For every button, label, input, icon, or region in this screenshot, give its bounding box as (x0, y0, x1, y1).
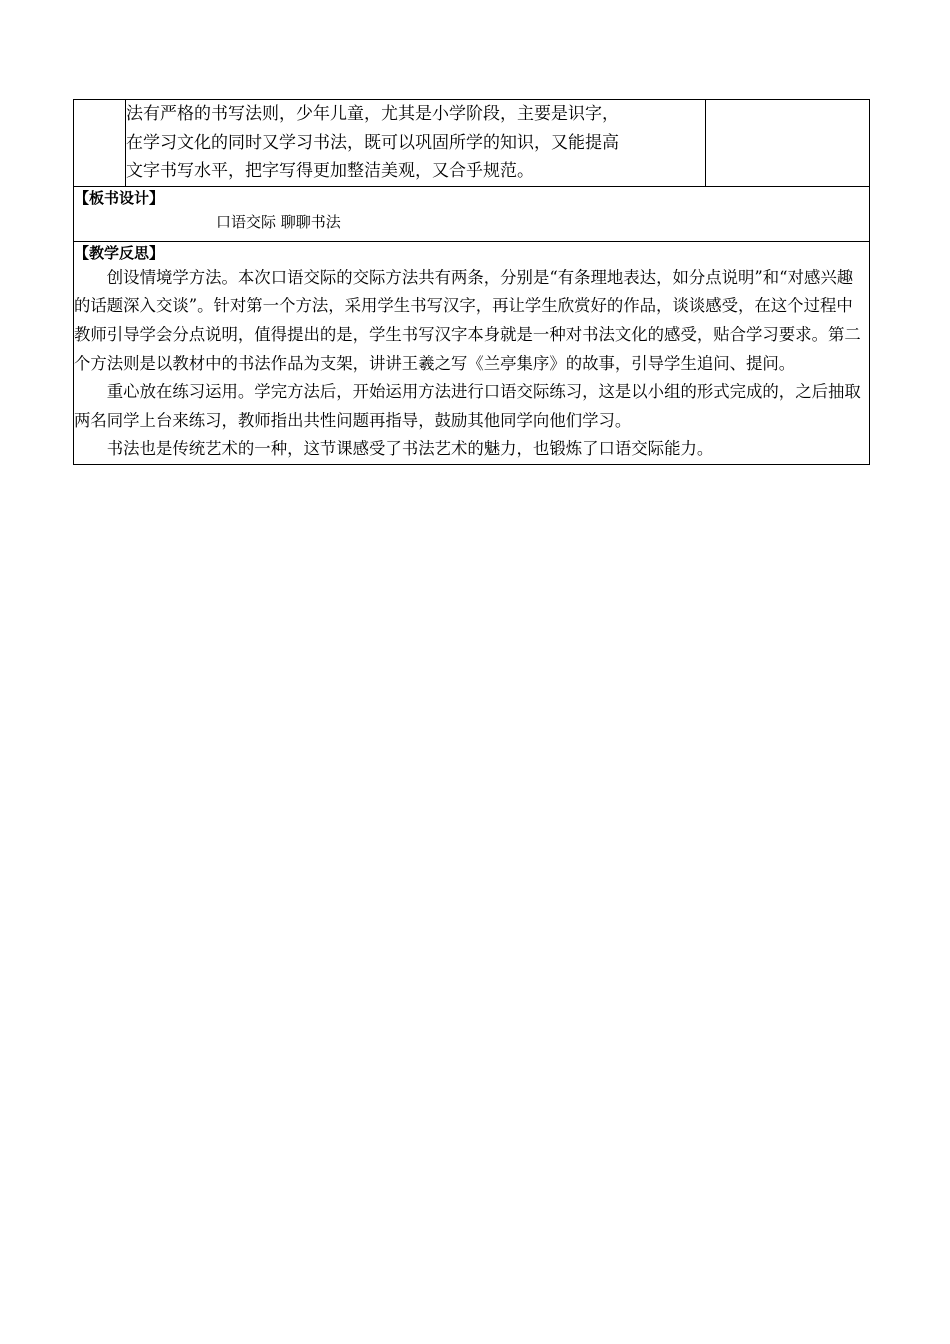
teaching-content-cell (126, 100, 706, 187)
reflection-paragraph: 创设情境学方法。本次口语交际的交际方法共有两条，分别是“有条理地表达，如分点说明”和“对感兴趣的话题深入交谈”。针对第一个方法，采用学生书写汉字，再让学生欣赏好的作品，谈谈感受，在这个过程中教师引导学会分点说明，值得提出的是，学生书写汉字本身就是一种对书法文化的感受，贴合学习要求。第二个方法则是以教材中的书法作品为支架，讲讲王羲之写《兰亭集序》的故事，引导学生追问、提问。 (74, 267, 861, 373)
design-intent-cell (706, 100, 870, 187)
reflection-cell (74, 241, 870, 464)
reflection-row (74, 241, 870, 464)
board-design-row (74, 186, 870, 241)
content-line: 法有严格的书写法则，少年儿童，尤其是小学阶段，主要是识字， (126, 104, 619, 124)
board-design-cell (74, 186, 870, 241)
board-design-content: 口语交际 聊聊书法 (216, 212, 341, 231)
lesson-plan-table (73, 99, 870, 465)
reflection-paragraph: 重心放在练习运用。学完方法后，开始运用方法进行口语交际练习，这是以小组的形式完成的，之后抽取两名同学上台来练习，教师指出共性问题再指导，鼓励其他同学向他们学习。 (74, 382, 861, 430)
step-label-cell (74, 100, 126, 187)
content-line: 在学习文化的同时又学习书法，既可以巩固所学的知识，又能提高 (126, 132, 619, 153)
board-design-heading: 【板书设计】 (74, 188, 165, 207)
reflection-heading: 【教学反思】 (74, 243, 165, 262)
reflection-paragraph: 书法也是传统艺术的一种，这节课感受了书法艺术的魅力，也锻炼了口语交际能力。 (106, 439, 714, 459)
content-line: 文字书写水平，把字写得更加整洁美观，又合乎规范。 (126, 161, 534, 182)
continuation-row (74, 100, 870, 187)
